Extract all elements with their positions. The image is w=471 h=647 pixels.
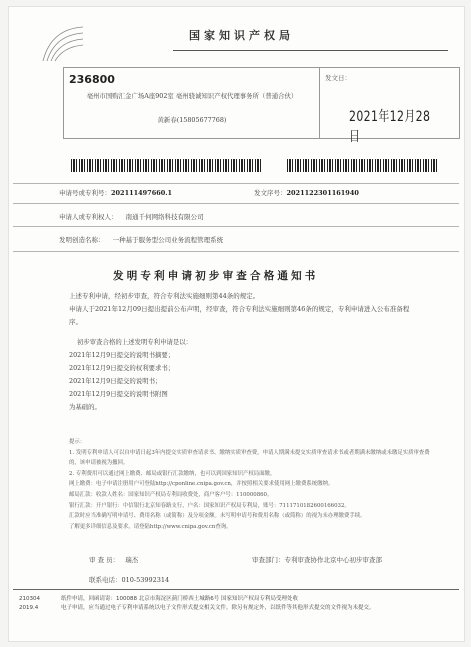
department-name: 专利审查协作北京中心初步审查部 bbox=[284, 556, 382, 564]
notice-paragraph-1: 上述专利申请，经初步审查，符合专利法实施细则第44条的规定。 bbox=[69, 292, 260, 300]
issue-date: 2021年12月28日 bbox=[349, 109, 431, 145]
applicant-name: 南通千何网络科技有限公司 bbox=[125, 213, 204, 221]
document-item: 2021年12月9日提交的权利要求书； bbox=[69, 364, 175, 372]
note-item: 2. 专利费用可以通过网上缴费、邮局或银行汇款缴纳，也可以到国家知识产权局面缴。 bbox=[69, 470, 276, 477]
note-item: 1. 发明专利申请人可以自申请日起3年内提交实质审查请求书、缴纳实质审查费，申请人期满未提交实质审查请求书或者期满未缴纳或未缴足实质审查费的，该申请被视为撤回。 bbox=[69, 449, 430, 467]
examiner-name: 瑞杰 bbox=[125, 556, 139, 564]
issue-date-label: 发文日： bbox=[325, 74, 351, 82]
notice-paragraph-2: 申请人于2021年12月09日提出提前公布声明，经审查，符合专利法实施细则第46条的规定，专利申请进入公布准备程序。 bbox=[69, 305, 410, 326]
form-code-number: 210304 bbox=[19, 596, 40, 602]
note-item: 了解更多详细信息及要求，请登陆http://www.cnipa.gov.cn查询。 bbox=[69, 523, 232, 530]
footer-paper-notice: 纸件申请，回函请寄：100088 北京市海淀区蓟门桥西土城路6号 国家知识产权局专利局受理处收 bbox=[61, 596, 298, 602]
note-item: 网上缴费：电子申请注册用户可登陆http://cponline.cnipa.gov.cn，并按照相关要求使用网上缴费系统缴纳。 bbox=[69, 481, 334, 488]
department-row bbox=[252, 555, 382, 564]
notes-section bbox=[69, 437, 439, 532]
divider bbox=[13, 183, 459, 184]
form-code-version: 2019.4 bbox=[19, 605, 39, 611]
note-item: 汇款时应当准确写明申请号、费用名称（或简称）及分项金额。未写明申请号和费用名称（或简称）的视为未办理缴费手续。 bbox=[69, 513, 366, 520]
mailing-address: 亳州市国购汇金广场A座902室 亳州骁诚知识产权代理事务所（普通合伙） bbox=[86, 92, 298, 100]
notice-title: 发明专利申请初步审查合格通知书 bbox=[113, 270, 319, 282]
application-number-label: 申请号或专利号： bbox=[59, 189, 111, 197]
contact-phone: 联系电话：010-53992314 bbox=[89, 576, 170, 584]
applicant-label: 申请人或专利权人： bbox=[59, 213, 118, 221]
invention-label: 发明创造名称： bbox=[59, 236, 105, 244]
footer-electronic-notice: 电子申请，应当通过电子专利申请系统以电子文件形式提交相关文件。除另有规定外，以纸件等其他形式提交的文件视为未提交。 bbox=[61, 605, 375, 611]
documents-end: 为基础的。 bbox=[69, 403, 101, 411]
examiner-label: 审 查 员： bbox=[89, 556, 120, 564]
serial-row bbox=[254, 188, 359, 197]
note-item: 邮局汇款：收款人姓名：国家知识产权局专利局收费处，商户客户号：110000860。 bbox=[69, 491, 273, 498]
application-number: 202111497660.1 bbox=[111, 189, 173, 197]
applicant-row bbox=[59, 212, 204, 221]
notice-page bbox=[8, 6, 465, 642]
documents-intro: 初步审查合格的上述发明专利申请是以： bbox=[77, 338, 193, 346]
note-item: 银行汇款：开户银行：中信银行北京知春路支行，户名：国家知识产权局专利局，账号：7111710182600166032。 bbox=[69, 502, 350, 509]
footer-rule bbox=[13, 589, 459, 590]
barcode-application bbox=[71, 159, 263, 172]
office-emblem-icon bbox=[37, 21, 89, 65]
department-label: 审查部门： bbox=[252, 556, 285, 564]
document-item: 2021年12月9日提交的说明书摘要； bbox=[69, 351, 175, 359]
serial-label: 发文序号： bbox=[254, 189, 287, 197]
barcode-serial bbox=[287, 159, 439, 172]
office-title: 国家知识产权局 bbox=[189, 29, 294, 42]
form-code bbox=[19, 595, 40, 613]
notes-heading: 提示： bbox=[69, 439, 86, 445]
invention-row bbox=[59, 235, 223, 244]
application-number-row bbox=[59, 188, 172, 197]
header-rule bbox=[173, 50, 448, 51]
examiner-row bbox=[89, 555, 138, 564]
divider bbox=[13, 226, 459, 227]
recipient-name: 黄新春(15805677768) bbox=[157, 116, 227, 124]
serial-number: 2021122301161940 bbox=[286, 189, 359, 197]
footer-notice bbox=[61, 595, 457, 613]
divider bbox=[13, 251, 459, 252]
document-item: 2021年12月9日提交的说明书； bbox=[69, 377, 162, 385]
document-item: 2021年12月9日提交的说明书附图 bbox=[69, 390, 168, 398]
invention-title: 一种基于服务型公司业务流程管理系统 bbox=[112, 236, 224, 244]
divider bbox=[13, 203, 459, 204]
postcode: 236800 bbox=[69, 73, 115, 86]
